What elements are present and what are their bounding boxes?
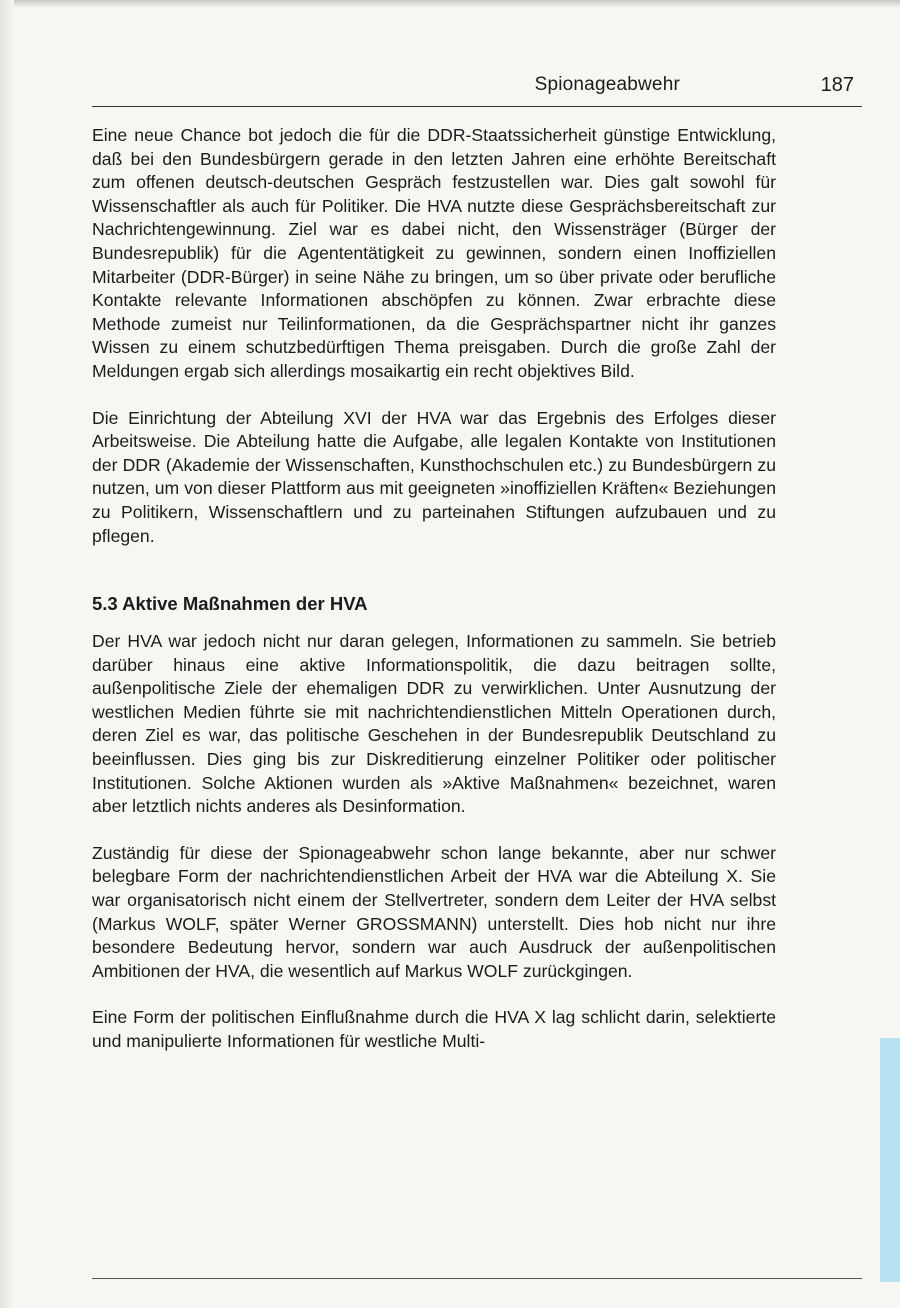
page-header [92, 74, 862, 106]
chapter-thumb-tab [880, 1038, 900, 1282]
page-number: 187 [820, 74, 854, 96]
page-top-shadow [0, 0, 900, 8]
paragraph-1: Eine neue Chance bot jedoch die für die DDR-Staatssicherheit günstige Entwicklung, daß bei den Bundesbürgern gerade in den letzten Jahren eine erhöhte Bereitschaft zum offenen deutsch-deutschen Gespräch festzustellen war. Dies galt sowohl für Wissenschaftler als auch für Politiker. Die HVA nutzte diese Gesprächsbereitschaft zur Nachrichtengewinnung. Ziel war es dabei nicht, den Wissensträger (Bürger der Bundesrepublik) für die Agententätigkeit zu gewinnen, sondern einen Inoffiziellen Mitarbeiter (DDR-Bürger) in seine Nähe zu bringen, um so über private oder berufliche Kontakte relevante Informationen abschöpfen zu können. Zwar erbrachte diese Methode zumeist nur Teilinformationen, da die Gesprächspartner nicht ihr ganzes Wissen zu einem schutzbedürftigen Thema preisgaben. Durch die große Zahl der Meldungen ergab sich allerdings mosaikartig ein recht objektives Bild. [92, 125, 776, 381]
section-heading: 5.3 Aktive Maßnahmen der HVA [92, 593, 368, 615]
footer-rule [92, 1278, 862, 1279]
paragraph-spacer [92, 384, 776, 407]
paragraph-5: Eine Form der politischen Einflußnahme durch die HVA X lag schlicht darin, selektierte und manipulierte Informationen für westliche Multi- [92, 1007, 776, 1051]
section-spacer [92, 548, 776, 592]
paragraph-4: Zuständig für diese der Spionageabwehr schon lange bekannte, aber nur schwer belegbare Form der nachrichtendienstlichen Arbeit der HVA war die Abteilung X. Sie war organisatorisch nicht einem der Stellvertreter, sondern dem Leiter der HVA selbst (Markus WOLF, später Werner GROSSMANN) unterstellt. Dies hob nicht nur ihre besondere Bedeutung hervor, sondern war auch Ausdruck der außenpolitischen Ambitionen der HVA, die wesentlich auf Markus WOLF zurückgingen. [92, 842, 776, 981]
paragraph-2: Die Einrichtung der Abteilung XVI der HVA war das Ergebnis des Erfolges dieser Arbeitsweise. Die Abteilung hatte die Aufgabe, alle legalen Kontakte von Institutionen der DDR (Akademie der Wissenschaften, Kunsthochschulen etc.) zu Bundesbürgern zu nutzen, um von dieser Plattform aus mit geeigneten »inoffiziellen Kräften« Beziehungen zu Politikern, Wissenschaftlern und zu parteinahen Stiftungen aufzubauen und zu pflegen. [92, 407, 776, 546]
paragraph-spacer [92, 983, 776, 1006]
paragraph-spacer [92, 819, 776, 842]
page-body [92, 124, 776, 1054]
running-title: Spionageabwehr [534, 74, 680, 95]
page-left-shadow [0, 0, 14, 1308]
paragraph-3: Der HVA war jedoch nicht nur daran gelegen, Informationen zu sammeln. Sie betrieb darüber hinaus eine aktive Informationspolitik, die dazu beitragen sollte, außenpolitische Ziele der ehemaligen DDR zu verwirklichen. Unter Ausnutzung der westlichen Medien führte sie mit nachrichtendienstlichen Mitteln Operationen durch, deren Ziel es war, das politische Geschehen in der Bundesrepublik Deutschland zu beeinflussen. Dies ging bis zur Diskreditierung einzelner Politiker oder politischer Institutionen. Solche Aktionen wurden als »Aktive Maßnahmen« bezeichnet, waren aber letztlich nichts anderes als Desinformation. [92, 631, 776, 817]
header-rule [92, 106, 862, 107]
